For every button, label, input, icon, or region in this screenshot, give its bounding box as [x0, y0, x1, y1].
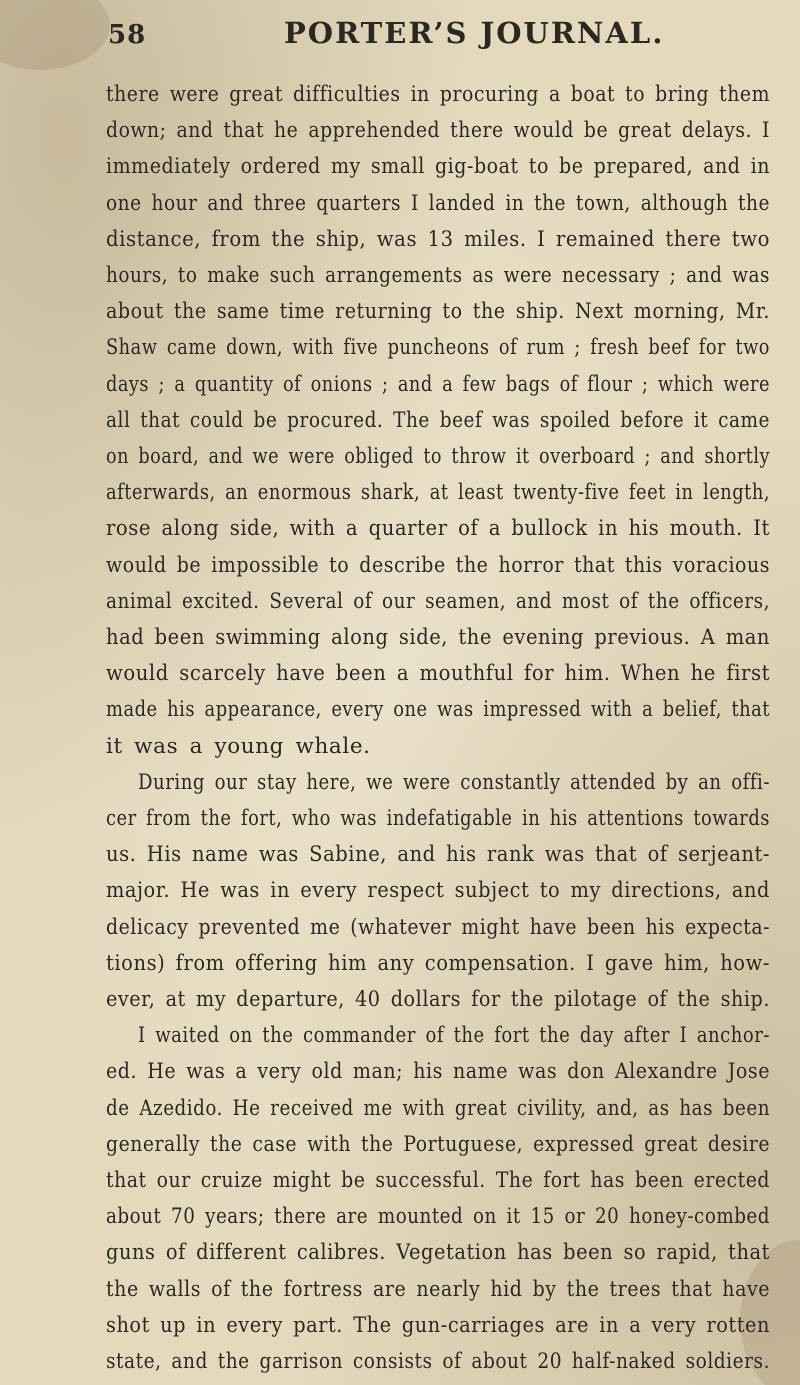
text-line: ed. He was a very old man; his name was don Alexandre Jose — [106, 1059, 770, 1085]
text-line: us. His name was Sabine, and his rank was that of serjeant- — [106, 842, 770, 868]
text-line: Shaw came down, with five puncheons of rum ; fresh beef for two — [106, 335, 770, 361]
text-line: delicacy prevented me (whatever might have been his expecta- — [106, 914, 770, 940]
text-line: de Azedido. He received me with great civility, and, as has been — [106, 1095, 770, 1121]
text-line: had been swimming along side, the evening previous. A man — [106, 625, 770, 650]
text-line: the walls of the fortress are nearly hid by the trees that have — [106, 1276, 770, 1302]
text-line: shot up in every part. The gun-carriages are in a very rotten — [106, 1312, 770, 1338]
text-line: major. He was in every respect subject to my directions, and — [106, 878, 770, 904]
text-line: guns of different calibres. Vegetation has been so rapid, that — [106, 1240, 770, 1266]
text-line: tions) from offering him any compensation. I gave him, how- — [106, 950, 770, 976]
text-line: there were great difficulties in procuring a boat to bring them — [106, 82, 770, 107]
text-line: would be impossible to describe the horror that this voracious — [106, 552, 770, 578]
text-line: days ; a quantity of onions ; and a few bags of flour ; which were — [106, 371, 770, 397]
text-line: hours, to make such arrangements as were necessary ; and was — [106, 263, 770, 288]
running-head — [108, 16, 668, 56]
text-line: about 70 years; there are mounted on it 15 or 20 honey-combed — [106, 1204, 770, 1230]
text-line: immediately ordered my small gig-boat to be prepared, and in — [106, 154, 770, 180]
page-number: 58 — [108, 20, 147, 50]
text-line: distance, from the ship, was 13 miles. I remained there two — [106, 226, 770, 252]
text-line: about the same time returning to the ship. Next morning, Mr. — [106, 299, 770, 325]
text-line: made his appearance, every one was impressed with a belief, that — [106, 697, 770, 723]
text-line: During our stay here, we were constantly attended by an offi- — [138, 769, 770, 795]
text-line: on board, and we were obliged to throw it overboard ; and shortly — [106, 444, 770, 469]
text-line: rose along side, with a quarter of a bullock in his mouth. It — [106, 516, 770, 542]
text-line: ever, at my departure, 40 dollars for the pilotage of the ship. — [106, 987, 770, 1012]
text-line: I waited on the commander of the fort the day after I anchor- — [138, 1023, 770, 1049]
text-line: it was a young whale. — [106, 733, 371, 759]
text-line: all that could be procured. The beef was spoiled before it came — [106, 407, 770, 433]
paper-stain — [0, 0, 110, 70]
text-line: would scarcely have been a mouthful for him. When he first — [106, 661, 770, 687]
text-line: that our cruize might be successful. The fort has been erected — [106, 1168, 770, 1193]
journal-title: PORTER’S JOURNAL. — [284, 16, 665, 50]
text-line: down; and that he apprehended there would be great delays. I — [106, 118, 770, 144]
text-line: cer from the fort, who was indefatigable in his attentions towards — [106, 806, 770, 831]
text-line: state, and the garrison consists of about 20 half-naked soldiers. — [106, 1349, 770, 1374]
text-line: generally the case with the Portuguese, expressed great desire — [106, 1131, 770, 1157]
text-line: afterwards, an enormous shark, at least twenty-five feet in length, — [106, 480, 770, 506]
text-line: animal excited. Several of our seamen, and most of the officers, — [106, 588, 770, 614]
text-line: one hour and three quarters I landed in the town, although the — [106, 190, 770, 216]
